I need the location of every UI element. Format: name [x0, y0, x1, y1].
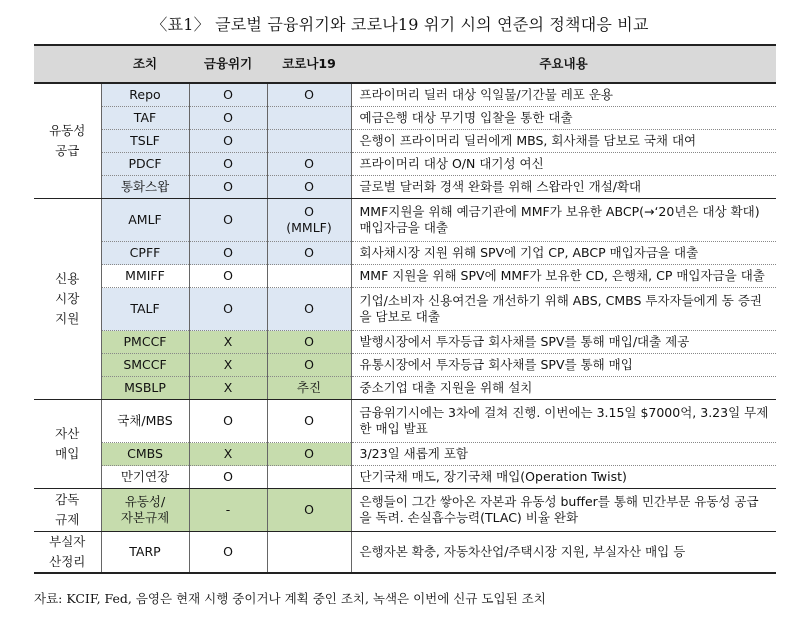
- covid-cell: O: [267, 489, 351, 532]
- gfc-cell: O: [189, 153, 267, 176]
- measure-cell: MMIFF: [101, 265, 189, 288]
- table-row: [34, 107, 776, 130]
- gfc-cell: -: [189, 489, 267, 532]
- source-note: 자료: KCIF, Fed, 음영은 현재 시행 중이거나 계획 중인 조치, 녹색은 이번에 신규 도입된 조치: [34, 591, 546, 606]
- covid-cell: [267, 130, 351, 153]
- content-cell: 회사채시장 지원 위해 SPV에 기업 CP, ABCP 매입자금을 대출: [351, 242, 776, 265]
- table-row: [34, 466, 776, 489]
- measure-cell: TARP: [101, 532, 189, 574]
- covid-cell: O: [267, 176, 351, 199]
- table-row: [34, 242, 776, 265]
- content-cell: 프라이머리 대상 O/N 대기성 여신: [351, 153, 776, 176]
- measure-cell: 유동성/ 자본규제: [101, 489, 189, 532]
- measure-cell: CMBS: [101, 443, 189, 466]
- measure-cell: 통화스왑: [101, 176, 189, 199]
- covid-cell: [267, 107, 351, 130]
- table-body: [34, 83, 776, 573]
- gfc-cell: O: [189, 130, 267, 153]
- content-cell: 단기국채 매도, 장기국채 매입(Operation Twist): [351, 466, 776, 489]
- measure-cell: TSLF: [101, 130, 189, 153]
- gfc-cell: O: [189, 242, 267, 265]
- measure-cell: Repo: [101, 83, 189, 107]
- content-cell: 글로벌 달러화 경색 완화를 위해 스왑라인 개설/확대: [351, 176, 776, 199]
- content-cell: 중소기업 대출 지원을 위해 설치: [351, 377, 776, 400]
- gfc-cell: O: [189, 265, 267, 288]
- content-cell: 기업/소비자 신용여건을 개선하기 위해 ABS, CMBS 투자자들에게 동 증권을 담보로 대출: [351, 288, 776, 331]
- table-row: [34, 400, 776, 443]
- covid-cell: O: [267, 443, 351, 466]
- measure-cell: PMCCF: [101, 331, 189, 354]
- table-header-row: [34, 45, 776, 83]
- category-cell: 유동성 공급: [34, 83, 101, 199]
- content-cell: 금융위기시에는 3차에 걸쳐 진행. 이번에는 3.15일 $7000억, 3.23일 무제한 매입 발표: [351, 400, 776, 443]
- content-cell: 은행들이 그간 쌓아온 자본과 유동성 buffer를 통해 민간부문 유동성 공급을 독려. 손실흡수능력(TLAC) 비율 완화: [351, 489, 776, 532]
- measure-cell: 국채/MBS: [101, 400, 189, 443]
- gfc-cell: O: [189, 83, 267, 107]
- table-title: 〈표1〉 글로벌 금융위기와 코로나19 위기 시의 연준의 정책대응 비교: [151, 15, 649, 34]
- category-cell: 자산 매입: [34, 400, 101, 489]
- table-row: [34, 153, 776, 176]
- table-row: [34, 489, 776, 532]
- content-cell: 은행자본 확충, 자동차산업/주택시장 지원, 부실자산 매입 등: [351, 532, 776, 574]
- covid-cell: O: [267, 354, 351, 377]
- covid-cell: O: [267, 400, 351, 443]
- table-row: [34, 199, 776, 242]
- table-row: [34, 377, 776, 400]
- covid-cell: [267, 265, 351, 288]
- measure-cell: TAF: [101, 107, 189, 130]
- header-gfc: 금융위기: [189, 45, 267, 83]
- measure-cell: CPFF: [101, 242, 189, 265]
- covid-cell: 추진: [267, 377, 351, 400]
- gfc-cell: O: [189, 176, 267, 199]
- measure-cell: MSBLP: [101, 377, 189, 400]
- gfc-cell: O: [189, 288, 267, 331]
- gfc-cell: O: [189, 466, 267, 489]
- content-cell: 프라이머리 딜러 대상 익일물/기간물 레포 운용: [351, 83, 776, 107]
- covid-cell: O: [267, 288, 351, 331]
- gfc-cell: X: [189, 354, 267, 377]
- table-row: [34, 288, 776, 331]
- measure-cell: TALF: [101, 288, 189, 331]
- table-row: [34, 176, 776, 199]
- policy-table-container: [34, 44, 776, 574]
- measure-cell: 만기연장: [101, 466, 189, 489]
- covid-cell: O: [267, 331, 351, 354]
- content-cell: 유통시장에서 투자등급 회사채를 SPV를 통해 매입: [351, 354, 776, 377]
- policy-comparison-table: [34, 44, 776, 574]
- category-cell: 부실자 산정리: [34, 532, 101, 574]
- covid-cell: O: [267, 83, 351, 107]
- content-cell: 발행시장에서 투자등급 회사채를 SPV를 통해 매입/대출 제공: [351, 331, 776, 354]
- table-row: [34, 354, 776, 377]
- covid-cell: O: [267, 242, 351, 265]
- table-row: [34, 443, 776, 466]
- content-cell: MMF지원을 위해 예금기관에 MMF가 보유한 ABCP(→‘20년은 대상 확대) 매입자금을 대출: [351, 199, 776, 242]
- table-row: [34, 130, 776, 153]
- covid-cell: O (MMLF): [267, 199, 351, 242]
- header-content: 주요내용: [351, 45, 776, 83]
- header-covid: 코로나19: [267, 45, 351, 83]
- table-row: [34, 83, 776, 107]
- content-cell: 3/23일 새롭게 포함: [351, 443, 776, 466]
- category-cell: 감독 규제: [34, 489, 101, 532]
- covid-cell: O: [267, 153, 351, 176]
- content-cell: 은행이 프라이머리 딜러에게 MBS, 회사채를 담보로 국채 대여: [351, 130, 776, 153]
- measure-cell: SMCCF: [101, 354, 189, 377]
- category-cell: 신용 시장 지원: [34, 199, 101, 400]
- table-row: [34, 265, 776, 288]
- header-measure: 조치: [101, 45, 189, 83]
- gfc-cell: O: [189, 532, 267, 574]
- content-cell: MMF 지원을 위해 SPV에 MMF가 보유한 CD, 은행채, CP 매입자금을 대출: [351, 265, 776, 288]
- table-row: [34, 532, 776, 574]
- gfc-cell: O: [189, 400, 267, 443]
- gfc-cell: X: [189, 443, 267, 466]
- header-empty: [34, 45, 101, 83]
- gfc-cell: X: [189, 377, 267, 400]
- table-row: [34, 331, 776, 354]
- covid-cell: [267, 532, 351, 574]
- measure-cell: AMLF: [101, 199, 189, 242]
- gfc-cell: X: [189, 331, 267, 354]
- gfc-cell: O: [189, 107, 267, 130]
- gfc-cell: O: [189, 199, 267, 242]
- measure-cell: PDCF: [101, 153, 189, 176]
- content-cell: 예금은행 대상 무기명 입찰을 통한 대출: [351, 107, 776, 130]
- covid-cell: [267, 466, 351, 489]
